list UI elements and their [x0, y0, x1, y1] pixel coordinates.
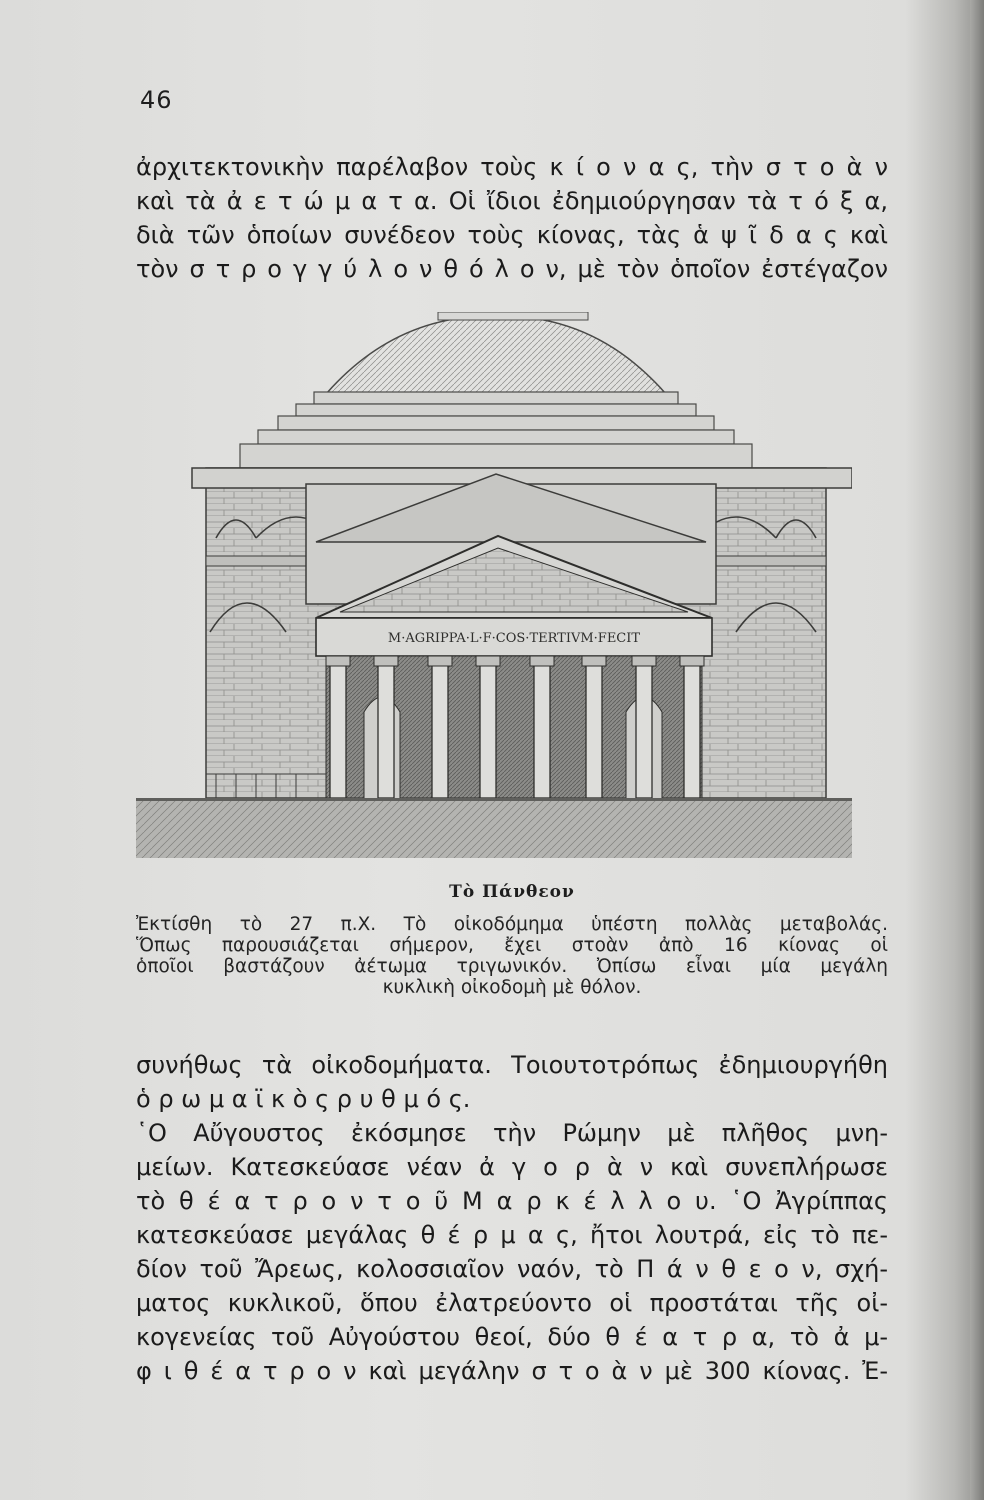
- text-line: ῾Ο Αὔγουστος ἐκόσμησε τὴν Ρώμην μὲ πλῆθος μνη-: [136, 1119, 888, 1147]
- pantheon-illustration: [136, 312, 852, 858]
- caption-line: Ὅπως παρουσιάζεται σήμερον, ἔχει στοὰν ἀπὸ 16 κίονας οἱ: [136, 935, 888, 956]
- text-line: κογενείας τοῦ Αὐγούστου θεοί, δύο θ έ α τ ρ α, τὸ ἀ μ-: [136, 1323, 888, 1351]
- caption-line: ὁποῖοι βαστάζουν ἀέτωμα τριγωνικόν. Ὀπίσω εἶναι μία μεγάλη: [136, 956, 888, 977]
- caption-text: [136, 914, 888, 998]
- caption-line: κυκλικὴ οἰκοδομὴ μὲ θόλον.: [382, 977, 642, 998]
- caption-title: Τὸ Πάνθεον: [449, 882, 575, 902]
- dome: [326, 316, 666, 394]
- text-line: κατεσκεύασε μεγάλας θ έ ρ μ α ς, ἤτοι λουτρά, εἰς τὸ πε-: [136, 1221, 888, 1249]
- bottom-paragraph: [136, 1048, 888, 1388]
- text-line: καὶ τὰ ἀ ε τ ώ μ α τ α. Οἱ ἴδιοι ἐδημιούργησαν τὰ τ ό ξ α,: [136, 187, 888, 215]
- text-line: διὰ τῶν ὁποίων συνέδεον τοὺς κίονας, τὰς ἁ ψ ῖ δ α ς καὶ: [136, 221, 888, 249]
- page-number: 46: [140, 86, 173, 114]
- ground: [136, 798, 852, 858]
- text-line: μείων. Κατεσκεύασε νέαν ἀ γ ο ρ ὰ ν καὶ συνεπλήρωσε: [136, 1153, 888, 1181]
- text-line: συνήθως τὰ οἰκοδομήματα. Τοιουτοτρόπως ἐδημιουργήθη: [136, 1051, 888, 1079]
- text-line: φ ι θ έ α τ ρ ο ν καὶ μεγάλην σ τ ο ὰ ν μὲ 300 κίονας. Ἐ-: [136, 1357, 888, 1385]
- caption-line: Ἐκτίσθη τὸ 27 π.Χ. Τὸ οἰκοδόμημα ὑπέστη πολλὰς μεταβολάς.: [136, 914, 888, 935]
- text-line: τὸ θ έ α τ ρ ο ν τ ο ῦ Μ α ρ κ έ λ λ ο υ. ῾Ο Ἀγρίππας: [136, 1187, 888, 1215]
- page-edge: [970, 0, 984, 1500]
- text-line: ἀρχιτεκτονικὴν παρέλαβον τοὺς κ ί ο ν α ς, τὴν σ τ ο ὰ ν: [136, 153, 888, 181]
- text-line: δίον τοῦ Ἄρεως, κολοσσιαῖον ναόν, τὸ Π ά ν θ ε ο ν, σχή-: [136, 1255, 888, 1283]
- text-line: τὸν σ τ ρ ο γ γ ύ λ ο ν θ ό λ ο ν, μὲ τὸν ὁποῖον ἐστέγαζον: [136, 255, 888, 283]
- oculus-ring: [438, 312, 588, 320]
- top-paragraph: [136, 150, 888, 286]
- text-line: ὁ ρ ω μ α ϊ κ ὸ ς ρ υ θ μ ό ς.: [136, 1085, 471, 1113]
- portico-inscription: M·AGRIPPA·L·F·COS·TERTIVM·FECIT: [387, 631, 641, 646]
- dome-steps: [240, 392, 752, 468]
- text-line: ματος κυκλικοῦ, ὅπου ἐλατρεύοντο οἱ προστάται τῆς οἰ-: [136, 1289, 888, 1317]
